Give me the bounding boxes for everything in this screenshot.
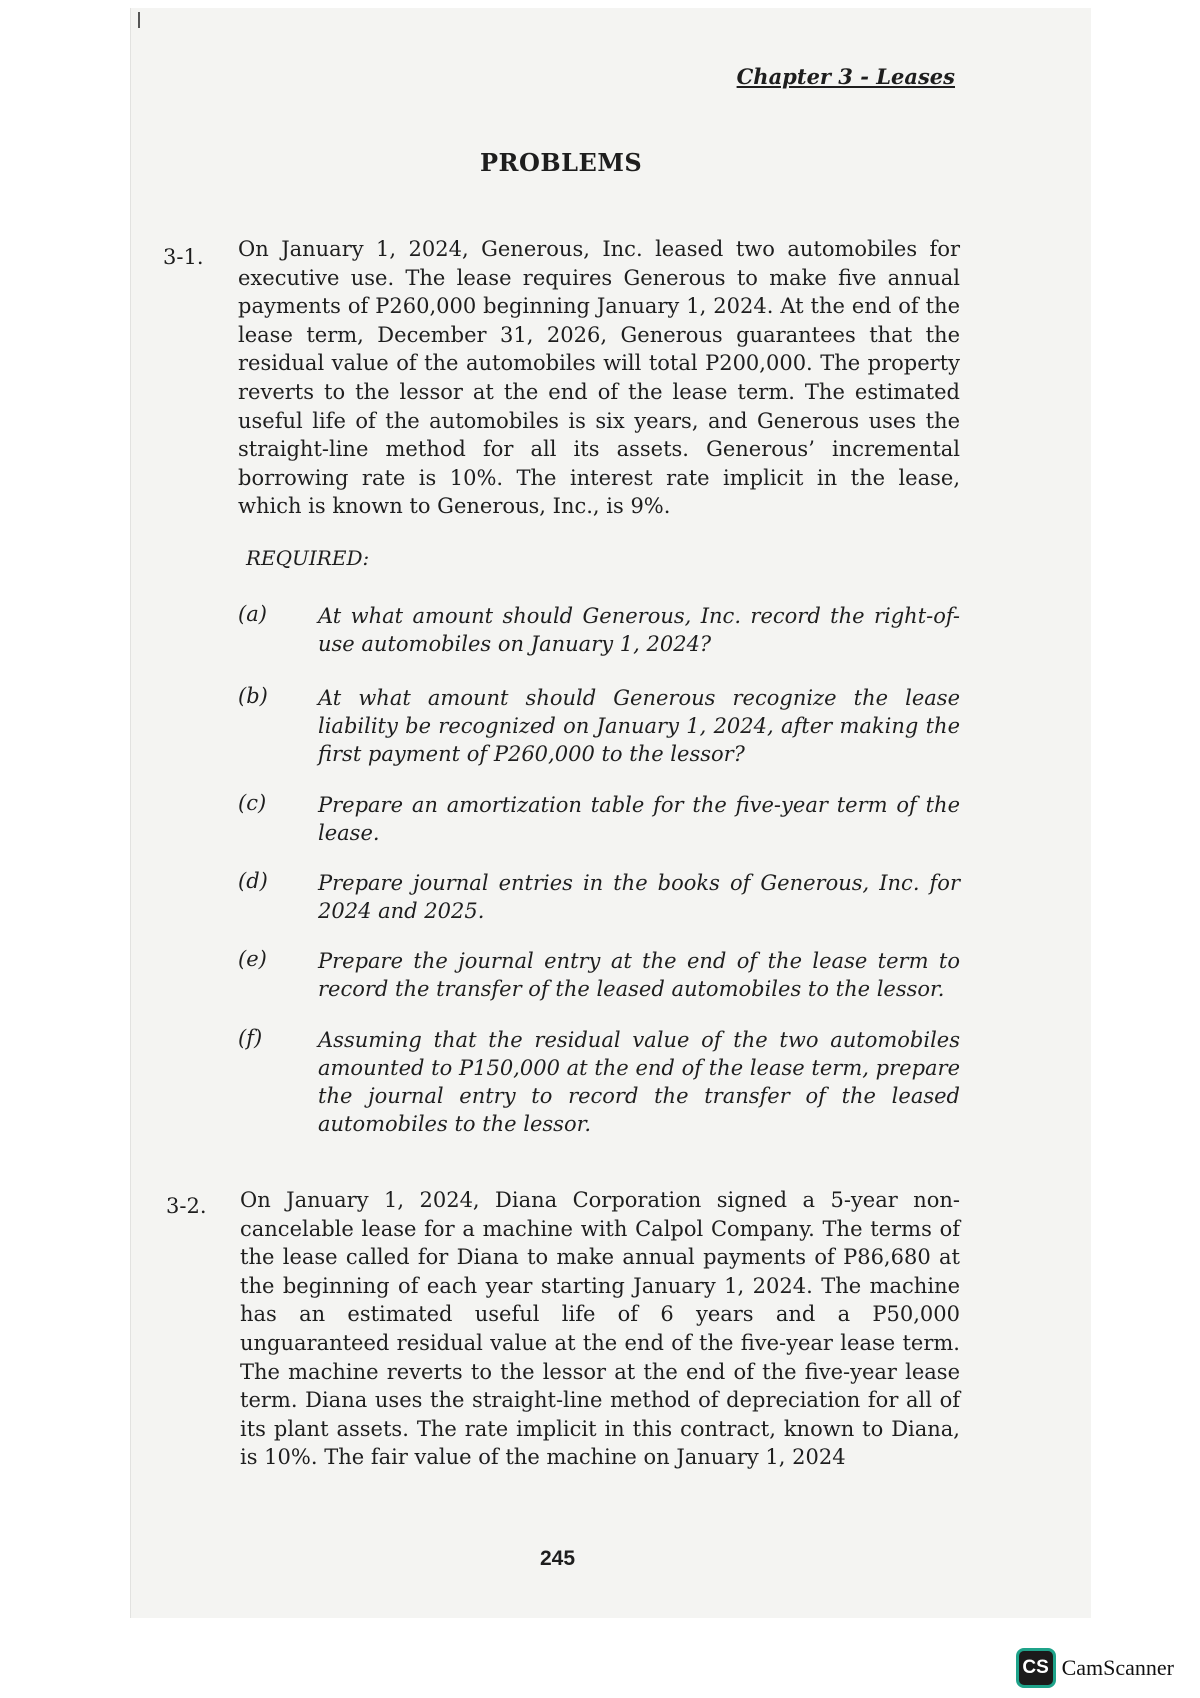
item-text: Prepare an amortization table for the five-year term of the lease. [318, 793, 960, 845]
problem-text: On January 1, 2024, Generous, Inc. leased two automobiles for executive use. The lease requires Generous to make five annual payments of P260,000 beginning January 1, 2024. At the end of the lease term, December 31, 2026, Generous guarantees that the residual value of the automobiles will total P200,000. The property reverts to the lessor at the end of the lease term. The estimated useful life of the automobiles is six years, and Generous uses the straight-line method for all its assets. Generous’ incremental borrowing rate is 10%. The interest rate implicit in the lease, which is known to Generous, Inc., is 9%. [238, 237, 960, 519]
item-label: (c) [238, 791, 267, 815]
camscanner-logo-icon: CS [1016, 1648, 1056, 1688]
item-text: At what amount should Generous recognize the lease liability be recognized on January 1, 2024, after making the first payment of P260,000 to the lessor? [318, 686, 960, 766]
item-text: At what amount should Generous, Inc. record the right-of-use automobiles on January 1, 2024? [318, 604, 960, 656]
page-title: PROBLEMS [480, 148, 643, 177]
item-label: (a) [238, 602, 267, 626]
item-text: Prepare the journal entry at the end of the lease term to record the transfer of the leased automobiles to the lessor. [318, 949, 960, 1001]
camscanner-watermark [1016, 1648, 1174, 1688]
scan-mark [138, 12, 140, 28]
item-label: (e) [238, 947, 267, 971]
item-label: (f) [238, 1026, 263, 1050]
problem-number: 3-1. [163, 245, 204, 269]
item-label: (b) [238, 684, 268, 708]
problem-text: On January 1, 2024, Diana Corporation signed a 5-year non-cancelable lease for a machine with Calpol Company. The terms of the lease called for Diana to make annual payments of P86,680 at the beginning of each year starting January 1, 2024. The machine has an estimated useful life of 6 years and a P50,000 unguaranteed residual value at the end of the five-year lease term. The machine reverts to the lessor at the end of the five-year lease term. Diana uses the straight-line method of depreciation for all of its plant assets. The rate implicit in this contract, known to Diana, is 10%. The fair value of the machine on January 1, 2024 [240, 1188, 960, 1470]
item-label: (d) [238, 869, 268, 893]
item-text: Assuming that the residual value of the two automobiles amounted to P150,000 at the end of the lease term, prepare the journal entry to record the transfer of the leased automobiles to the lessor. [318, 1028, 960, 1136]
required-heading: REQUIRED: [246, 546, 370, 570]
page-number: 245 [540, 1547, 576, 1570]
item-text: Prepare journal entries in the books of Generous, Inc. for 2024 and 2025. [318, 871, 960, 923]
camscanner-label: CamScanner [1061, 1655, 1174, 1680]
problem-number: 3-2. [166, 1194, 207, 1218]
chapter-header: Chapter 3 - Leases [736, 64, 955, 89]
